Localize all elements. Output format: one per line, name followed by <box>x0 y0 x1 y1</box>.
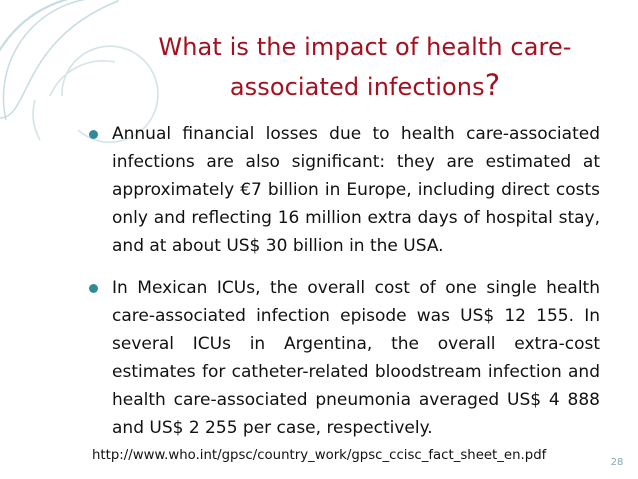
bullet-dot-icon <box>89 284 98 293</box>
bullet-item <box>89 274 600 442</box>
slide-title-question-mark: ? <box>484 68 501 102</box>
bullet-item <box>89 120 600 260</box>
source-url[interactable]: http://www.who.int/gpsc/country_work/gpsc_ccisc_fact_sheet_en.pdf <box>92 448 547 463</box>
slide-title-text: What is the impact of health care-associated infections <box>158 33 572 101</box>
bullet-text: In Mexican ICUs, the overall cost of one single health care-associated infection episode was US$ 12 155. In several ICUs in Argentina, the overall extra-cost estimates for catheter-related bloodstream infection and health care-associated pneumonia averaged US$ 4 888 and US$ 2 255 per case, respectively. <box>112 278 600 438</box>
bullet-list <box>89 120 600 456</box>
page-number: 28 <box>610 457 624 468</box>
slide-title <box>120 28 610 106</box>
bullet-text: Annual financial losses due to health care-associated infections are also significant: they are estimated at approximately €7 billion in Europe, including direct costs only and reflecting 16 million extra days of hospital stay, and at about US$ 30 billion in the USA. <box>112 124 600 256</box>
bullet-dot-icon <box>89 130 98 139</box>
